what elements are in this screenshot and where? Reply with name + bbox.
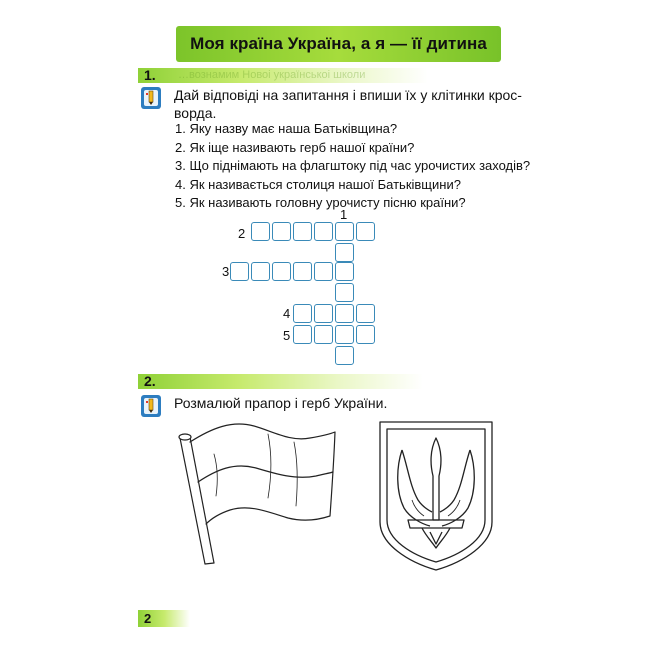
section-2-instruction: Розмалюй прапор і герб України. xyxy=(174,395,388,411)
section-1-bar xyxy=(138,68,428,83)
crossword-cell[interactable] xyxy=(230,262,249,281)
section-1-number: 1. xyxy=(144,67,156,83)
crossword-cell[interactable] xyxy=(335,304,354,323)
question-item: 4. Як називається столиця нашої Батьківщини? xyxy=(175,176,461,192)
pencil-task-icon xyxy=(140,394,162,418)
crossword-cell[interactable] xyxy=(314,304,333,323)
instruction-line-2: ворда. xyxy=(174,105,217,121)
section-1-instruction xyxy=(174,86,522,122)
crossword-cell[interactable] xyxy=(293,325,312,344)
crossword-cell[interactable] xyxy=(356,325,375,344)
crossword-cell[interactable] xyxy=(293,304,312,323)
question-item: 2. Як іще називають герб нашої країни? xyxy=(175,139,415,155)
crossword-cell[interactable] xyxy=(314,222,333,241)
crossword-cell[interactable] xyxy=(293,262,312,281)
crossword-cell[interactable] xyxy=(251,262,270,281)
crossword-cell[interactable] xyxy=(335,222,354,241)
page-number: 2 xyxy=(144,611,152,626)
section-2-number: 2. xyxy=(144,373,156,389)
flag-drawing xyxy=(172,418,342,568)
clue-number-1: 1 xyxy=(340,207,348,222)
crossword-cell[interactable] xyxy=(251,222,270,241)
crossword-cell[interactable] xyxy=(335,346,354,365)
section-1-bleed-text: …вознамим Новоі українськоі школи xyxy=(178,69,366,81)
page-title: Моя країна Україна, а я — її дитина xyxy=(190,34,487,53)
section-2-bar xyxy=(138,374,423,389)
question-item: 5. Як називають головну урочисту пісню країни? xyxy=(175,195,466,210)
crossword-cell[interactable] xyxy=(335,283,354,302)
crossword-cell[interactable] xyxy=(314,325,333,344)
question-item: 3. Що піднімають на флагштоку під час урочистих заходів? xyxy=(175,158,531,173)
crossword-cell[interactable] xyxy=(335,262,354,281)
crossword-cell[interactable] xyxy=(356,304,375,323)
instruction-line-1: Дай відповіді на запитання і впиши їх у клітинки крос- xyxy=(174,87,522,103)
question-item: 1. Яку назву має наша Батьківщина? xyxy=(175,121,398,136)
crossword-cell[interactable] xyxy=(272,262,291,281)
crossword-cell[interactable] xyxy=(272,222,291,241)
crossword-cell[interactable] xyxy=(335,325,354,344)
question-list xyxy=(175,120,530,213)
clue-number-2: 2 xyxy=(238,226,246,241)
crossword-cell[interactable] xyxy=(293,222,312,241)
clue-number-3: 3 xyxy=(222,264,230,279)
crossword-cell[interactable] xyxy=(314,262,333,281)
clue-number-5: 5 xyxy=(283,328,291,343)
crossword-cell[interactable] xyxy=(335,243,354,262)
clue-number-4: 4 xyxy=(283,306,291,321)
page-number-bar xyxy=(138,610,190,627)
crossword-cell[interactable] xyxy=(356,222,375,241)
title-banner xyxy=(176,26,501,62)
coat-of-arms-drawing xyxy=(378,420,494,572)
pencil-task-icon xyxy=(140,86,162,110)
